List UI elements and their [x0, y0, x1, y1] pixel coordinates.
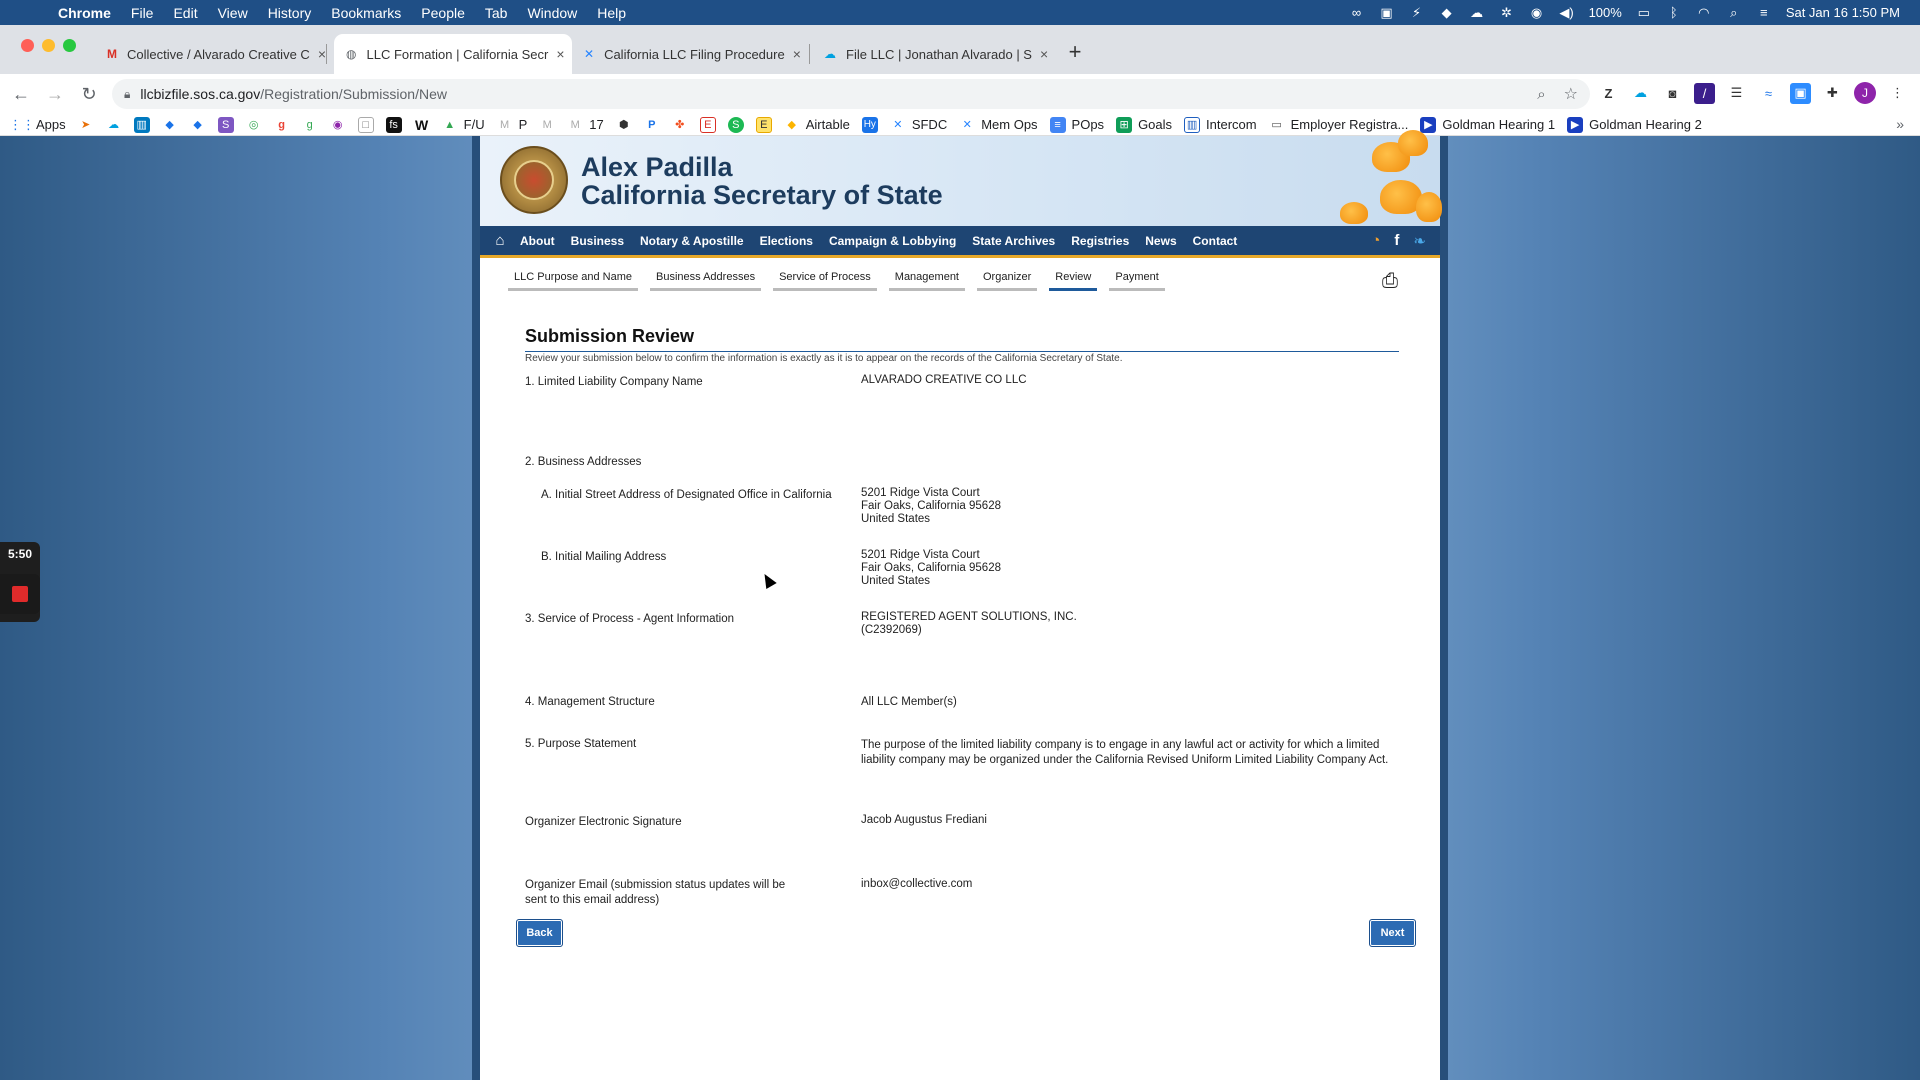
- bookmark-6[interactable]: [218, 117, 234, 133]
- url-host: llcbizfile.sos.ca.gov: [140, 86, 261, 102]
- e-icon: E: [700, 117, 716, 133]
- browser-tab-strip: [0, 25, 1920, 74]
- street-line-1: 5201 Ridge Vista Court: [861, 487, 980, 499]
- puzzle-extensions-icon[interactable]: ✚: [1827, 85, 1838, 100]
- site-title-line2: California Secretary of State: [581, 180, 943, 210]
- bolt-icon[interactable]: ⚡: [1411, 4, 1422, 20]
- salesforce-icon: ☁: [824, 47, 836, 61]
- trello-icon: ▥: [134, 117, 150, 133]
- macos-menu-bar: [0, 0, 1920, 25]
- site-title[interactable]: [581, 153, 943, 209]
- bookmark-4[interactable]: [162, 117, 178, 133]
- email-label: Organizer Email (submission status updates will be sent to this email address): [525, 879, 786, 906]
- window-controls: [21, 39, 76, 52]
- google-drive-icon: ▲: [444, 118, 456, 131]
- menu-window[interactable]: Window: [527, 4, 578, 21]
- google-sheets-icon: ⊞: [1116, 117, 1132, 133]
- zoom-app-icon[interactable]: ▣: [1380, 4, 1393, 20]
- notion-extension-icon[interactable]: /: [1694, 83, 1715, 104]
- battery-icon[interactable]: ▭: [1637, 4, 1650, 20]
- close-window-button[interactable]: [21, 39, 34, 52]
- spotlight-search-icon[interactable]: ⌕: [1730, 4, 1738, 20]
- screen-recorder-widget: [0, 542, 40, 622]
- tab-title: File LLC | Jonathan Alvarado | S: [846, 46, 1032, 62]
- menu-edit[interactable]: Edit: [173, 4, 198, 21]
- bookmark-label: F/U: [463, 117, 485, 132]
- g-icon: g: [306, 118, 313, 131]
- zoom-extension-icon[interactable]: ▣: [1790, 83, 1811, 104]
- tab-title: Collective / Alvarado Creative C: [127, 46, 310, 62]
- management-label: 4. Management Structure: [525, 696, 655, 708]
- menu-view[interactable]: View: [217, 4, 248, 21]
- bookmark-label: Apps: [36, 117, 66, 132]
- step-organizer[interactable]: Organizer: [977, 271, 1037, 291]
- menu-help[interactable]: Help: [597, 4, 627, 21]
- hy-icon: Hy: [862, 117, 878, 133]
- rss-icon[interactable]: ◔: [1371, 231, 1381, 249]
- bookmark-label: Goals: [1138, 117, 1173, 132]
- menu-tab[interactable]: Tab: [484, 4, 508, 21]
- play-icon: ▶: [1567, 117, 1583, 133]
- zotero-extension-icon[interactable]: Z: [1604, 85, 1613, 101]
- bookmark-employer[interactable]: [1269, 117, 1409, 133]
- gmail-icon: M: [542, 118, 552, 131]
- close-tab-icon[interactable]: ×: [792, 46, 801, 62]
- home-icon[interactable]: ⌂: [495, 232, 505, 249]
- bookmark-16[interactable]: [644, 117, 660, 133]
- fs-icon: fs: [386, 117, 402, 133]
- mailing-address-label: B. Initial Mailing Address: [541, 551, 667, 563]
- bookmark-fu[interactable]: [442, 117, 485, 133]
- recording-timer: 5:50: [7, 547, 33, 561]
- agent-info-label: 3. Service of Process - Agent Information: [525, 613, 735, 625]
- w-icon: W: [415, 116, 429, 133]
- mailing-line-3: United States: [861, 575, 931, 587]
- confluence-icon: ✕: [962, 119, 972, 131]
- p-icon: P: [648, 118, 656, 131]
- gmail-icon: M: [500, 118, 510, 131]
- step-review[interactable]: Review: [1049, 271, 1097, 291]
- bookmark-label: Employer Registra...: [1290, 117, 1409, 132]
- street-address-value: [861, 487, 1401, 526]
- bookmark-3[interactable]: [134, 117, 150, 133]
- step-service-of-process[interactable]: Service of Process: [773, 271, 877, 291]
- circle-icon: ◎: [248, 119, 259, 131]
- browser-toolbar: [0, 74, 1920, 114]
- nav-business[interactable]: Business: [570, 233, 625, 248]
- bookmark-goldman-2[interactable]: [1567, 117, 1702, 133]
- profile-avatar[interactable]: J: [1854, 82, 1876, 104]
- wizard-steps: [508, 271, 1165, 291]
- social-links: [1371, 232, 1426, 250]
- signal-extension-icon[interactable]: ≈: [1764, 85, 1773, 101]
- bookmark-label: 17: [589, 117, 604, 132]
- close-tab-icon[interactable]: ×: [317, 46, 326, 62]
- airtable-icon: ◆: [787, 119, 796, 131]
- page-viewport: [0, 136, 1920, 1080]
- address-bar[interactable]: [112, 79, 1590, 109]
- extensions-area: [1598, 82, 1908, 104]
- g-icon: g: [278, 118, 285, 131]
- bookmark-p[interactable]: [497, 117, 528, 133]
- bookmark-pops[interactable]: [1050, 117, 1105, 133]
- site-main-nav: [480, 226, 1440, 258]
- dropbox-icon[interactable]: ◆: [1441, 4, 1452, 20]
- signature-label: Organizer Electronic Signature: [525, 816, 682, 828]
- onepassword-icon[interactable]: ◉: [1530, 4, 1543, 20]
- intercom-icon: ▥: [1184, 117, 1200, 133]
- arrow-icon: ➤: [81, 119, 91, 131]
- stop-recording-button[interactable]: [0, 574, 40, 614]
- bookmark-9[interactable]: [302, 117, 318, 133]
- mailing-address-value: [861, 549, 1401, 588]
- mailing-line-2: Fair Oaks, California 95628: [861, 562, 1001, 574]
- reload-icon[interactable]: ↻: [81, 83, 97, 104]
- submission-review: [525, 326, 1399, 906]
- bookmark-21[interactable]: [862, 117, 878, 133]
- bookmark-12[interactable]: [386, 117, 402, 133]
- twitter-icon[interactable]: ❧: [1413, 232, 1426, 250]
- salesforce-extension-icon[interactable]: ☁: [1634, 85, 1647, 100]
- bookmark-label: P: [518, 117, 528, 132]
- apps-grid-icon: ⋮⋮: [9, 116, 35, 132]
- poppy-decoration: [1320, 136, 1440, 226]
- purpose-label: 5. Purpose Statement: [525, 738, 637, 750]
- control-center-icon[interactable]: ≡: [1760, 5, 1768, 20]
- business-addresses-label: 2. Business Addresses: [525, 456, 642, 468]
- doc-icon: □: [358, 117, 374, 133]
- tab-gmail[interactable]: [95, 34, 327, 74]
- glasses-icon[interactable]: ∞: [1351, 5, 1362, 20]
- diamond-icon: ◆: [193, 119, 202, 131]
- new-tab-button[interactable]: +: [1068, 39, 1082, 64]
- bookmark-13[interactable]: [414, 117, 430, 133]
- bookmark-17[interactable]: [567, 117, 603, 133]
- globe-icon: ◍: [346, 47, 357, 61]
- menu-app-name[interactable]: Chrome: [58, 4, 111, 21]
- bookmark-airtable[interactable]: [784, 117, 850, 133]
- back-arrow-icon[interactable]: ←: [12, 83, 30, 104]
- bookmark-label: Airtable: [805, 117, 850, 132]
- reader-extension-icon[interactable]: ☰: [1730, 85, 1743, 100]
- cloud-icon[interactable]: ☁: [1470, 4, 1484, 20]
- tab-confluence[interactable]: [572, 34, 810, 74]
- e-icon: E: [756, 117, 772, 133]
- mailing-line-1: 5201 Ridge Vista Court: [861, 549, 980, 561]
- agent-name: REGISTERED AGENT SOLUTIONS, INC.: [861, 611, 1077, 623]
- close-tab-icon[interactable]: ×: [1039, 46, 1049, 62]
- google-docs-icon: ≡: [1050, 117, 1066, 133]
- page-title: Submission Review: [525, 326, 1399, 352]
- print-icon[interactable]: ⎙: [1382, 270, 1398, 292]
- clock[interactable]: Sat Jan 16 1:50 PM: [1785, 5, 1900, 20]
- menu-bookmarks[interactable]: Bookmarks: [331, 4, 402, 21]
- wifi-icon[interactable]: ◠: [1698, 4, 1710, 20]
- tab-salesforce[interactable]: [812, 34, 1050, 74]
- bookmark-1[interactable]: [78, 117, 94, 133]
- nav-state-archives[interactable]: State Archives: [972, 233, 1056, 248]
- step-payment[interactable]: Payment: [1109, 271, 1164, 291]
- purpose-value: The purpose of the limited liability company is to engage in any lawful act or activity for which a limited liability company may be organized under the California Revised Uniform Limited Liability Company Act.: [861, 739, 1389, 766]
- minimize-window-button[interactable]: [42, 39, 55, 52]
- llc-name-value: ALVARADO CREATIVE CO LLC: [861, 374, 1027, 386]
- nav-contact[interactable]: Contact: [1192, 233, 1238, 248]
- bookmark-15[interactable]: [616, 117, 632, 133]
- s-circle-icon: S: [728, 117, 744, 133]
- review-instructions: Review your submission below to confirm the information is exactly as it is to appear on the records of the California Secretary of State.: [525, 353, 1123, 364]
- step-llc-purpose-name[interactable]: LLC Purpose and Name: [508, 271, 638, 291]
- bookmark-goals[interactable]: [1116, 117, 1172, 133]
- bookmark-7[interactable]: [246, 117, 262, 133]
- bookmark-memops[interactable]: [959, 117, 1037, 133]
- bookmarks-overflow-icon[interactable]: »: [1896, 116, 1904, 132]
- step-management[interactable]: Management: [889, 271, 965, 291]
- confluence-icon: ✕: [584, 47, 595, 61]
- signature-value: Jacob Augustus Frediani: [861, 814, 987, 826]
- gmail-icon: M: [570, 118, 580, 131]
- bookmark-goldman-1[interactable]: [1420, 117, 1555, 133]
- nav-registries[interactable]: Registries: [1071, 233, 1130, 248]
- menu-file[interactable]: File: [130, 4, 154, 21]
- url-path: /Registration/Submission/New: [260, 86, 447, 102]
- bookmark-14[interactable]: [539, 117, 555, 133]
- nav-about[interactable]: About: [520, 233, 555, 248]
- camera-extension-icon[interactable]: ◙: [1668, 85, 1677, 101]
- s-icon: S: [218, 117, 234, 133]
- play-icon: ▶: [1420, 117, 1436, 133]
- agent-number: (C2392069): [861, 624, 922, 636]
- street-address-label: A. Initial Street Address of Designated Office in California: [541, 489, 832, 501]
- bookmark-sfdc[interactable]: [890, 117, 947, 133]
- zoom-icon[interactable]: ⌕: [1537, 85, 1546, 103]
- street-line-2: Fair Oaks, California 95628: [861, 500, 1001, 512]
- cloud-icon: ☁: [108, 119, 120, 131]
- state-seal-logo[interactable]: [500, 146, 568, 214]
- street-line-3: United States: [861, 513, 931, 525]
- step-business-addresses[interactable]: Business Addresses: [650, 271, 761, 291]
- confluence-icon: ✕: [893, 119, 903, 131]
- site-title-line1: Alex Padilla: [581, 152, 733, 182]
- bookmark-apps[interactable]: [9, 116, 66, 133]
- bookmark-10[interactable]: [330, 117, 346, 133]
- target-icon: ◉: [332, 119, 343, 131]
- bookmark-label: Mem Ops: [981, 117, 1038, 132]
- back-button[interactable]: Back: [516, 919, 563, 947]
- folder-icon: ▭: [1271, 119, 1282, 131]
- bookmark-11[interactable]: [358, 117, 374, 133]
- bookmark-label: SFDC: [911, 117, 948, 132]
- maximize-window-button[interactable]: [63, 39, 76, 52]
- tab-title: LLC Formation | California Secr: [366, 46, 549, 62]
- menu-kebab-icon[interactable]: ⋮: [1891, 85, 1904, 100]
- gear-icon[interactable]: ✲: [1501, 4, 1513, 20]
- bluetooth-icon[interactable]: ᛒ: [1669, 5, 1678, 20]
- tab-title: California LLC Filing Procedure: [604, 46, 785, 62]
- bookmark-star-icon[interactable]: ☆: [1563, 86, 1578, 103]
- agent-info-value: [861, 611, 1401, 637]
- bookmark-20[interactable]: [756, 117, 772, 133]
- bookmark-19[interactable]: [728, 117, 744, 133]
- nav-campaign-lobbying[interactable]: Campaign & Lobbying: [828, 233, 957, 248]
- nav-elections[interactable]: Elections: [759, 233, 813, 248]
- nav-notary-apostille[interactable]: Notary & Apostille: [640, 233, 744, 248]
- lock-icon[interactable]: 🔒︎: [124, 86, 131, 101]
- bookmark-intercom[interactable]: [1184, 117, 1257, 133]
- email-value: inbox@collective.com: [861, 878, 973, 890]
- hexagon-icon: ⬢: [618, 119, 629, 131]
- figma-icon: ✤: [675, 119, 685, 131]
- nav-news[interactable]: News: [1145, 233, 1177, 248]
- sos-site-container: [472, 136, 1448, 1080]
- gmail-icon: M: [107, 47, 117, 61]
- bookmark-5[interactable]: [190, 117, 206, 133]
- bookmark-2[interactable]: [106, 117, 122, 133]
- bookmark-label: Goldman Hearing 2: [1589, 117, 1702, 132]
- llc-name-label: 1. Limited Liability Company Name: [525, 376, 703, 388]
- facebook-icon[interactable]: f: [1394, 231, 1400, 249]
- bookmark-figma[interactable]: [672, 117, 688, 133]
- menu-people[interactable]: People: [421, 4, 465, 21]
- diamond-icon: ◆: [165, 119, 174, 131]
- bookmark-label: Intercom: [1206, 117, 1257, 132]
- bookmark-8[interactable]: [274, 117, 290, 133]
- battery-percent: 100%: [1588, 5, 1622, 20]
- site-header-banner: [480, 136, 1440, 226]
- bookmark-18[interactable]: [700, 117, 716, 133]
- bookmarks-bar: [0, 114, 1920, 136]
- menu-history[interactable]: History: [267, 4, 312, 21]
- next-button[interactable]: Next: [1369, 919, 1416, 947]
- volume-icon[interactable]: ◀): [1559, 4, 1574, 20]
- tab-llc-formation[interactable]: [334, 34, 572, 74]
- stop-icon: [12, 586, 28, 602]
- bookmark-label: Goldman Hearing 1: [1442, 117, 1556, 132]
- bookmark-label: POps: [1071, 117, 1105, 132]
- forward-arrow-icon[interactable]: →: [46, 83, 64, 104]
- management-value: All LLC Member(s): [861, 696, 957, 708]
- close-tab-icon[interactable]: ×: [556, 46, 565, 62]
